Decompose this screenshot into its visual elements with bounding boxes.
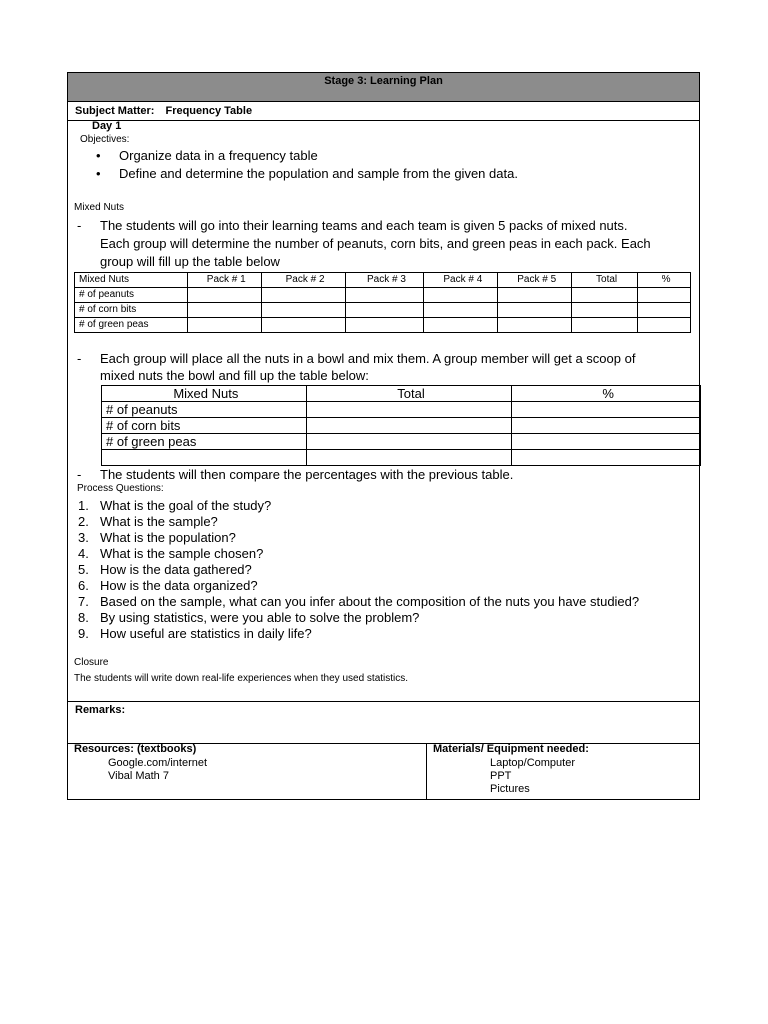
table-cell <box>512 402 701 418</box>
resources-materials-row <box>68 744 699 799</box>
row-label: # of peanuts <box>75 288 188 303</box>
bullet-icon: • <box>96 148 101 163</box>
table-row <box>75 288 691 303</box>
question-text: By using statistics, were you able to solve the problem? <box>100 610 420 625</box>
question-text: What is the sample? <box>100 514 218 529</box>
dash-marker: - <box>77 351 82 366</box>
materials-cell <box>427 744 699 799</box>
table-cell <box>424 318 498 333</box>
question-text: How is the data gathered? <box>100 562 252 577</box>
table-cell <box>498 318 572 333</box>
closure-label: Closure <box>74 657 109 668</box>
table-cell <box>512 418 701 434</box>
row-label: # of corn bits <box>75 303 188 318</box>
question-number: 3. <box>78 530 89 545</box>
table-row <box>102 402 701 418</box>
resource-item: Google.com/internet <box>108 757 208 769</box>
table-cell <box>498 288 572 303</box>
activity1-line: group will fill up the table below <box>100 254 280 269</box>
question-number: 6. <box>78 578 89 593</box>
question-text: Based on the sample, what can you infer about the composition of the nuts you have studied? <box>100 594 640 609</box>
question-number: 8. <box>78 610 89 625</box>
question-number: 9. <box>78 626 89 641</box>
column-header: Pack # 1 <box>187 273 261 288</box>
activity2-line: mixed nuts the bowl and fill up the table below: <box>100 368 369 383</box>
column-header: % <box>638 273 691 288</box>
column-header: % <box>512 386 701 402</box>
column-header: Pack # 5 <box>498 273 572 288</box>
material-item: Laptop/Computer <box>490 757 575 769</box>
material-item: Pictures <box>490 783 530 795</box>
column-header: Pack # 3 <box>345 273 424 288</box>
table-row <box>102 418 701 434</box>
remarks-label: Remarks: <box>75 704 126 716</box>
activity1-line: Each group will determine the number of peanuts, corn bits, and green peas in each pack. Each <box>100 236 651 251</box>
table-cell <box>345 318 424 333</box>
materials-label: Materials/ Equipment needed: <box>433 743 589 755</box>
objective-item: Organize data in a frequency table <box>119 148 318 163</box>
table-cell <box>306 418 512 434</box>
table-cell <box>261 303 345 318</box>
learning-plan-document <box>67 72 700 800</box>
table-cell <box>306 402 512 418</box>
row-label <box>102 450 307 466</box>
table-row <box>102 450 701 466</box>
objective-item: Define and determine the population and sample from the given data. <box>119 166 518 181</box>
row-label: # of green peas <box>75 318 188 333</box>
column-header: Mixed Nuts <box>75 273 188 288</box>
lesson-body <box>68 121 699 702</box>
question-number: 5. <box>78 562 89 577</box>
table-cell <box>638 318 691 333</box>
table-cell <box>187 288 261 303</box>
activity3-line: The students will then compare the percentages with the previous table. <box>100 467 514 482</box>
resource-item: Vibal Math 7 <box>108 770 169 782</box>
table-cell <box>638 303 691 318</box>
column-header: Mixed Nuts <box>102 386 307 402</box>
table-cell <box>424 288 498 303</box>
subject-label: Subject Matter: <box>75 105 155 117</box>
dash-marker: - <box>77 218 82 233</box>
row-label: # of peanuts <box>102 402 307 418</box>
column-header: Total <box>306 386 512 402</box>
question-text: What is the population? <box>100 530 236 545</box>
table-cell <box>345 288 424 303</box>
resources-cell <box>68 744 427 799</box>
scoop-frequency-table <box>101 385 701 466</box>
table-cell <box>638 288 691 303</box>
table-cell <box>261 288 345 303</box>
table-cell <box>187 303 261 318</box>
table-cell <box>306 450 512 466</box>
table-cell <box>572 318 638 333</box>
process-questions-label: Process Questions: <box>77 483 164 494</box>
column-header: Pack # 4 <box>424 273 498 288</box>
question-number: 2. <box>78 514 89 529</box>
table-row <box>75 303 691 318</box>
activity1-line: The students will go into their learning teams and each team is given 5 packs of mixed nuts. <box>100 218 628 233</box>
question-text: How useful are statistics in daily life? <box>100 626 312 641</box>
dash-marker: - <box>77 467 82 482</box>
table-header-row <box>102 386 701 402</box>
material-item: PPT <box>490 770 512 782</box>
table-row <box>102 434 701 450</box>
table-cell <box>424 303 498 318</box>
subject-matter-row <box>68 102 699 121</box>
table-header-row <box>75 273 691 288</box>
table-cell <box>572 288 638 303</box>
objectives-label: Objectives: <box>80 134 130 145</box>
question-number: 7. <box>78 594 89 609</box>
question-text: What is the goal of the study? <box>100 498 272 513</box>
row-label: # of corn bits <box>102 418 307 434</box>
row-label: # of green peas <box>102 434 307 450</box>
closure-text: The students will write down real-life experiences when they used statistics. <box>74 673 409 684</box>
mixed-nuts-label: Mixed Nuts <box>74 202 125 213</box>
question-text: How is the data organized? <box>100 578 258 593</box>
pack-frequency-table <box>74 272 691 333</box>
column-header: Pack # 2 <box>261 273 345 288</box>
activity2-line: Each group will place all the nuts in a bowl and mix them. A group member will get a scoop of <box>100 351 636 366</box>
question-number: 1. <box>78 498 89 513</box>
remarks-section <box>68 702 699 744</box>
table-cell <box>572 303 638 318</box>
table-cell <box>498 303 572 318</box>
question-number: 4. <box>78 546 89 561</box>
resources-label: Resources: (textbooks) <box>74 743 197 755</box>
table-cell <box>306 434 512 450</box>
table-cell <box>345 303 424 318</box>
table-cell <box>261 318 345 333</box>
table-cell <box>187 318 261 333</box>
column-header: Total <box>572 273 638 288</box>
subject-value: Frequency Table <box>165 105 253 117</box>
stage-title: Stage 3: Learning Plan <box>68 73 699 102</box>
question-text: What is the sample chosen? <box>100 546 264 561</box>
table-cell <box>512 450 701 466</box>
bullet-icon: • <box>96 166 101 181</box>
table-row <box>75 318 691 333</box>
day-label: Day 1 <box>92 120 122 132</box>
table-cell <box>512 434 701 450</box>
